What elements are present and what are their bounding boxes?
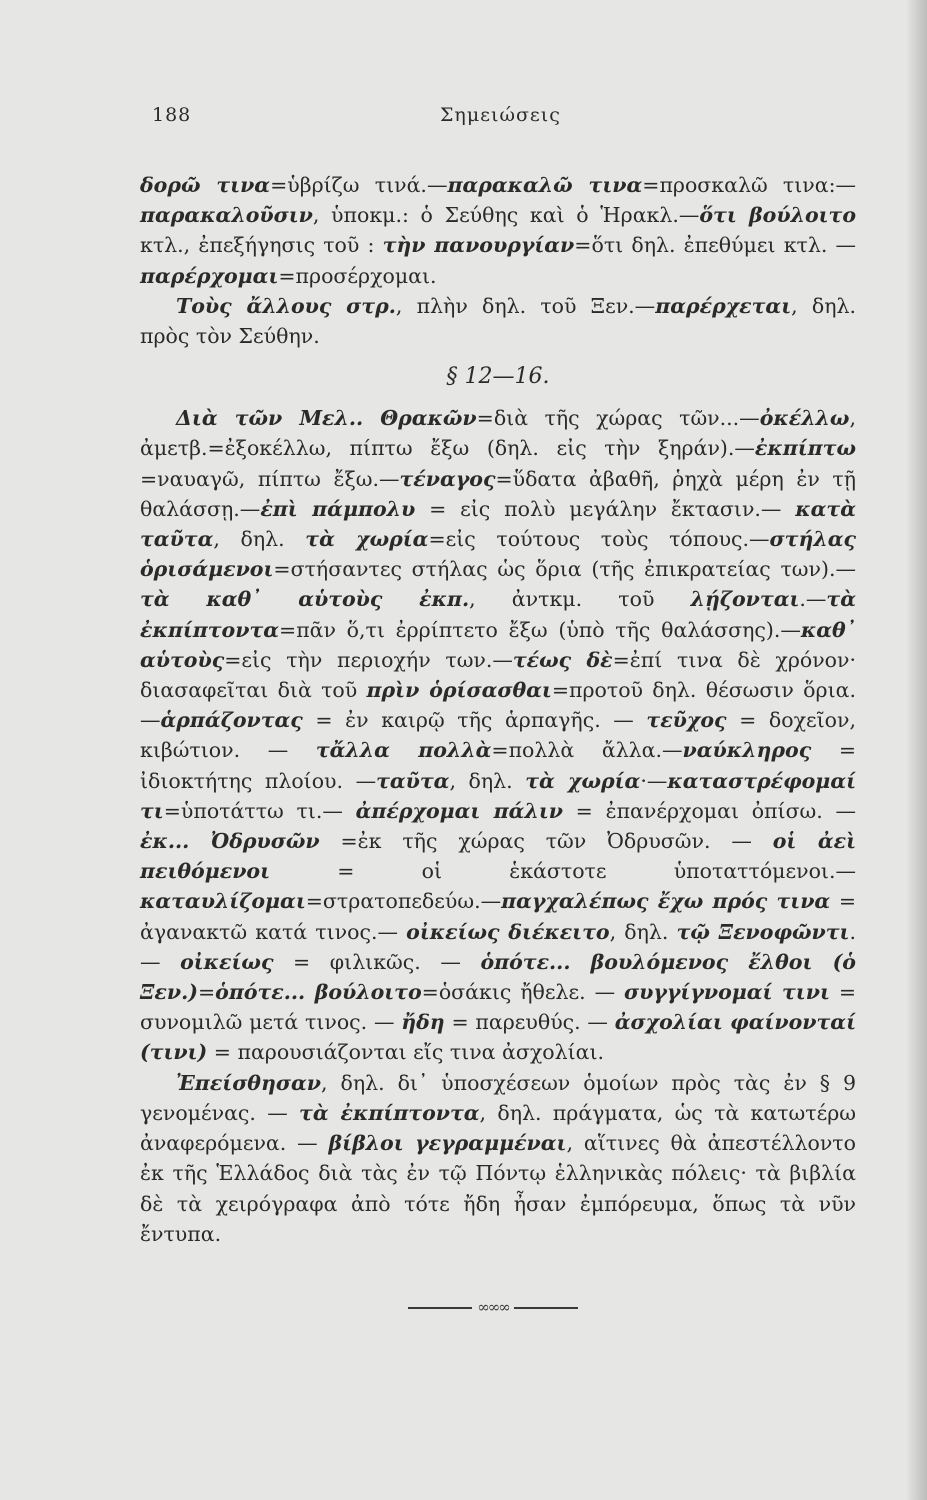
- gloss-text: = ἰδιοκτήτης πλοίου. —: [140, 738, 856, 793]
- lemma-term: ταῦτα: [376, 768, 450, 793]
- gloss-text: , πλὴν δηλ. τοῦ Ξεν.—: [395, 293, 656, 318]
- gloss-text: κτλ., ἐπεξήγησις τοῦ :: [140, 233, 383, 258]
- gloss-text: = συνομιλῶ μετά τινος. —: [140, 980, 856, 1035]
- lemma-term: ναύκληρος: [682, 738, 812, 763]
- ornament-rule-left: [408, 1307, 472, 1309]
- lemma-term: ἐκ... Ὀδρυσῶν: [140, 829, 320, 854]
- gloss-text: =ἐκ τῆς χώρας τῶν Ὀδρυσῶν. —: [319, 829, 773, 854]
- note-paragraph-3: [140, 403, 856, 1067]
- gloss-text: = εἰς πολὺ μεγάλην ἔκτασιν.—: [415, 496, 796, 521]
- gloss-text: =ὅτι δηλ. ἐπεθύμει κτλ. —: [574, 233, 857, 258]
- gloss-text: =εἰς τὴν περιοχήν των.—: [224, 647, 513, 672]
- gloss-text: ·—: [640, 768, 668, 793]
- gloss-text: =ὕδατα ἀβαθῆ, ῥηχὰ μέρη ἐν τῇ θαλάσσῃ.—: [140, 466, 856, 521]
- tailpiece-ornament: [408, 1298, 578, 1318]
- page-edge-shadow: [905, 0, 927, 1500]
- lemma-term: βίβλοι γεγραμμέναι: [328, 1131, 567, 1156]
- gloss-text: =πολλὰ ἄλλα.—: [491, 738, 683, 763]
- gloss-text: =προσέρχομαι.: [278, 263, 437, 288]
- lemma-term: ἀπέρχομαι πάλιν: [355, 798, 563, 823]
- gloss-text: =ὑβρίζω τινά.—: [270, 173, 448, 197]
- note-paragraph-2: [140, 291, 856, 351]
- gloss-text: =ναυαγῶ, πίπτω ἔξω.—: [140, 466, 400, 491]
- gloss-text: = παρευθύς. —: [444, 1010, 615, 1035]
- page-number: 188: [152, 104, 192, 126]
- gloss-text: =ὑποτάττω τι.—: [163, 798, 356, 823]
- gloss-text: =στήσαντες στήλας ὡς ὅρια (τῆς ἐπικρατείας των).—: [273, 557, 856, 582]
- lemma-term: οἱ ἀεὶ πειθόμενοι: [140, 829, 856, 884]
- lemma-term: ὅτι βούλοιτο: [699, 203, 856, 228]
- section-heading: § 12—16.: [446, 364, 550, 390]
- lemma-term: ἤδη: [401, 1010, 445, 1035]
- gloss-text: = ἀγανακτῶ κατά τινος.—: [140, 889, 856, 944]
- lemma-term: πρὶν ὁρίσασθαι: [366, 678, 552, 703]
- lemma-term: οἰκείως: [180, 949, 274, 974]
- lemma-term: τὰ χωρία: [305, 527, 429, 552]
- lemma-term: ἁρπάζοντας: [160, 708, 303, 733]
- gloss-text: =ἐπί τινα δὲ χρόνον· διασαφεῖται διὰ τοῦ: [140, 647, 856, 703]
- gloss-text: =προσκαλῶ τινα:—: [642, 173, 857, 197]
- lemma-term: τἄλλα πολλὰ: [315, 738, 492, 763]
- lemma-term: καταυλίζομαι: [140, 889, 306, 914]
- gloss-text: , δηλ.: [213, 527, 306, 552]
- lemma-term: Ἐπείσθησαν: [176, 1070, 322, 1095]
- lemma-term: παγχαλέπως ἔχω πρός τινα: [501, 889, 831, 914]
- gloss-text: , δηλ. πράγματα, ὡς τὰ κατωτέρω ἀναφερόμενα. —: [140, 1100, 856, 1156]
- lemma-term: Τοὺς ἄλλους στρ.: [176, 293, 396, 318]
- lemma-term: τὰ καθ᾿ αὑτοὺς ἐκπ.: [140, 587, 470, 612]
- lemma-term: παρέρχομαι: [140, 263, 279, 288]
- lemma-term: τὰ ἐκπίπτοντα: [299, 1100, 480, 1125]
- lemma-term: τὰ χωρία: [525, 768, 641, 793]
- gloss-text: , δηλ.: [449, 768, 526, 793]
- gloss-text: , δηλ.: [609, 919, 677, 944]
- lemma-term: τέως δὲ: [512, 647, 613, 672]
- lemma-term: ὀκέλλω: [759, 406, 850, 431]
- gloss-text: =διὰ τῆς χώρας τῶν...—: [476, 406, 760, 431]
- gloss-text: = ἐπανέρχομαι ὀπίσω. —: [562, 798, 857, 823]
- running-title: Σημειώσεις: [440, 104, 561, 126]
- gloss-text: =: [197, 980, 216, 1005]
- lemma-term: τεῦχος: [646, 708, 727, 733]
- lemma-term: κατὰ ταῦτα: [140, 496, 856, 552]
- lemma-term: παρέρχεται: [655, 293, 792, 318]
- gloss-text: =ὁσάκις ἤθελε. —: [421, 980, 625, 1005]
- lemma-term: ἀσχολίαι φαίνονταί (τινι): [140, 1010, 856, 1065]
- gloss-text: = παρουσιάζονται εἴς τινα ἀσχολίαι.: [207, 1040, 605, 1065]
- lemma-term: τὰ ἐκπίπτοντα: [140, 587, 856, 642]
- note-paragraph-4: [140, 1068, 856, 1249]
- gloss-text: = οἱ ἑκάστοτε ὑποταττόμενοι.—: [270, 859, 856, 884]
- lemma-term: τὴν πανουργίαν: [382, 233, 575, 258]
- lemma-term: ὁπότε... βουλόμενος ἔλθοι (ὁ Ξεν.): [140, 949, 856, 1005]
- lemma-term: οἰκείως διέκειτο: [406, 919, 610, 944]
- lemma-term: καθ᾿ αὑτοὺς: [140, 617, 856, 672]
- lemma-term: ἐκπίπτω: [754, 436, 856, 461]
- ornament-rule-right: [514, 1307, 578, 1309]
- gloss-text: , ἀμετβ.=ἐξοκέλλω, πίπτω ἔξω (δηλ. εἰς τὴν ξηράν).—: [140, 406, 856, 461]
- notes-text: [140, 170, 856, 1249]
- gloss-text: = δοχεῖον, κιβώτιον. —: [140, 708, 856, 763]
- lemma-term: στήλας ὁρισάμενοι: [140, 527, 856, 582]
- lemma-term: λῄζονται: [690, 587, 800, 612]
- gloss-text: =πᾶν ὅ,τι ἐρρίπτετο ἔξω (ὑπὸ τῆς θαλάσσης).—: [279, 617, 801, 642]
- gloss-text: , δηλ. πρὸς τὸν Σεύθην.: [140, 293, 856, 349]
- lemma-term: ὁπότε... βούλοιτο: [215, 980, 422, 1005]
- ornament-flourish: ∞∞∞: [477, 1298, 509, 1316]
- gloss-text: = ἐν καιρῷ τῆς ἁρπαγῆς. —: [302, 708, 647, 733]
- page-header: [152, 104, 852, 134]
- gloss-text: = φιλικῶς. —: [273, 949, 481, 974]
- gloss-text: =στρατοπεδεύω.—: [305, 889, 502, 914]
- gloss-text: , ὑποκμ.: ὁ Σεύθης καὶ ὁ Ἡρακλ.—: [312, 203, 700, 228]
- gloss-text: , δηλ. δι᾿ ὑποσχέσεων ὁμοίων πρὸς τὰς ἐν § 9 γενομένας. —: [140, 1070, 856, 1125]
- lemma-term: παρακαλῶ τινα: [447, 173, 643, 197]
- gloss-text: , ἀντκμ. τοῦ: [469, 587, 691, 612]
- lemma-term: καταστρέφομαί τι: [140, 768, 857, 823]
- lemma-term: ἐπὶ πάμπολυ: [260, 496, 416, 521]
- gloss-text: , αἵτινες θὰ ἀπεστέλλοντο ἐκ τῆς Ἑλλάδος διὰ τὰς ἐν τῷ Πόντῳ ἑλληνικὰς πόλεις· τὰ βιβλία δὲ τὰ χειρόγραφα ἀπὸ τότε ἤδη ἦσαν ἐμπόρευμα, ὅπως τὰ νῦν ἔντυπα.: [140, 1131, 856, 1246]
- lemma-term: τῷ Ξενοφῶντι: [676, 919, 850, 944]
- gloss-text: .—: [799, 587, 827, 612]
- gloss-text: . —: [140, 919, 856, 974]
- lemma-term: Διὰ τῶν Μελ.. Θρακῶν: [176, 406, 477, 431]
- note-paragraph-1: [140, 170, 856, 291]
- lemma-term: συγγίγνομαί τινι: [624, 980, 830, 1005]
- lemma-term: παρακαλοῦσιν: [140, 203, 313, 228]
- lemma-term: δορῶ τινα: [140, 173, 271, 197]
- lemma-term: τέναγος: [399, 466, 496, 491]
- gloss-text: =προτοῦ δηλ. θέσωσιν ὅρια.—: [140, 678, 856, 733]
- gloss-text: =εἰς τούτους τοὺς τόπους.—: [428, 527, 770, 552]
